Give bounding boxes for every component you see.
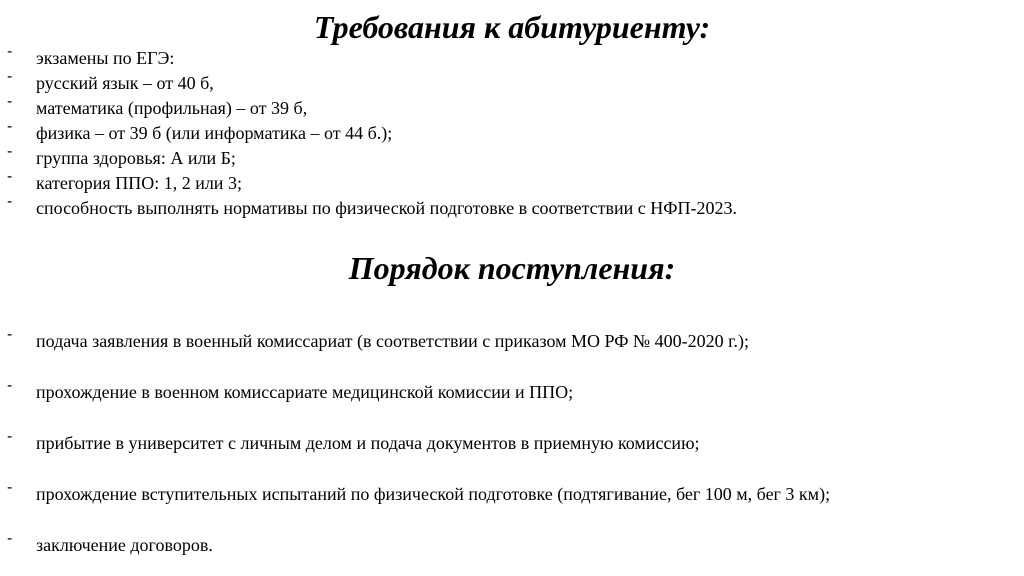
bullet-dash: -	[7, 326, 13, 343]
list-item	[0, 68, 1024, 97]
list-item-text: прибытие в университет с личным делом и подача документов в приемную комиссию;	[36, 433, 700, 453]
list-item-text: физика – от 39 б (или информатика – от 44 б.);	[36, 123, 393, 143]
procedure-title: Порядок поступления:	[348, 250, 676, 286]
bullet-dash: -	[7, 118, 13, 135]
list-item-text: способность выполнять нормативы по физической подготовке в соответствии с НФП-2023.	[36, 198, 737, 218]
list-item-text: прохождение вступительных испытаний по физической подготовке (подтягивание, бег 100 м, бег 3 км);	[36, 484, 831, 504]
bullet-dash: -	[7, 377, 13, 394]
bullet-dash: -	[7, 68, 13, 85]
list-item	[0, 479, 1024, 534]
list-item	[0, 377, 1024, 432]
list-item	[0, 428, 1024, 483]
list-item-text: категория ППО: 1, 2 или 3;	[36, 173, 242, 193]
requirements-title: Требования к абитуриенту:	[313, 9, 711, 45]
list-item-text: подача заявления в военный комиссариат (в соответствии с приказом МО РФ № 400-2020 г.);	[36, 331, 749, 351]
bullet-dash: -	[7, 479, 13, 496]
bullet-dash: -	[7, 93, 13, 110]
list-item-text: группа здоровья: А или Б;	[36, 148, 236, 168]
list-item	[0, 43, 1024, 72]
list-item	[0, 530, 1024, 576]
list-item	[0, 118, 1024, 147]
bullet-dash: -	[7, 428, 13, 445]
bullet-dash: -	[7, 193, 13, 210]
list-item	[0, 93, 1024, 122]
list-item-text: русский язык – от 40 б,	[36, 73, 214, 93]
bullet-dash: -	[7, 530, 13, 547]
bullet-dash: -	[7, 168, 13, 185]
list-item	[0, 168, 1024, 197]
list-item-text: заключение договоров.	[36, 535, 213, 555]
bullet-dash: -	[7, 143, 13, 160]
list-item	[0, 143, 1024, 172]
list-item	[0, 193, 1024, 222]
bullet-dash: -	[7, 43, 13, 60]
list-item-text: прохождение в военном комиссариате медицинской комиссии и ППО;	[36, 382, 574, 402]
list-item-text: экзамены по ЕГЭ:	[36, 48, 175, 68]
list-item	[0, 326, 1024, 381]
requirements-list	[0, 43, 1024, 222]
procedure-list	[0, 326, 1024, 576]
list-item-text: математика (профильная) – от 39 б,	[36, 98, 308, 118]
